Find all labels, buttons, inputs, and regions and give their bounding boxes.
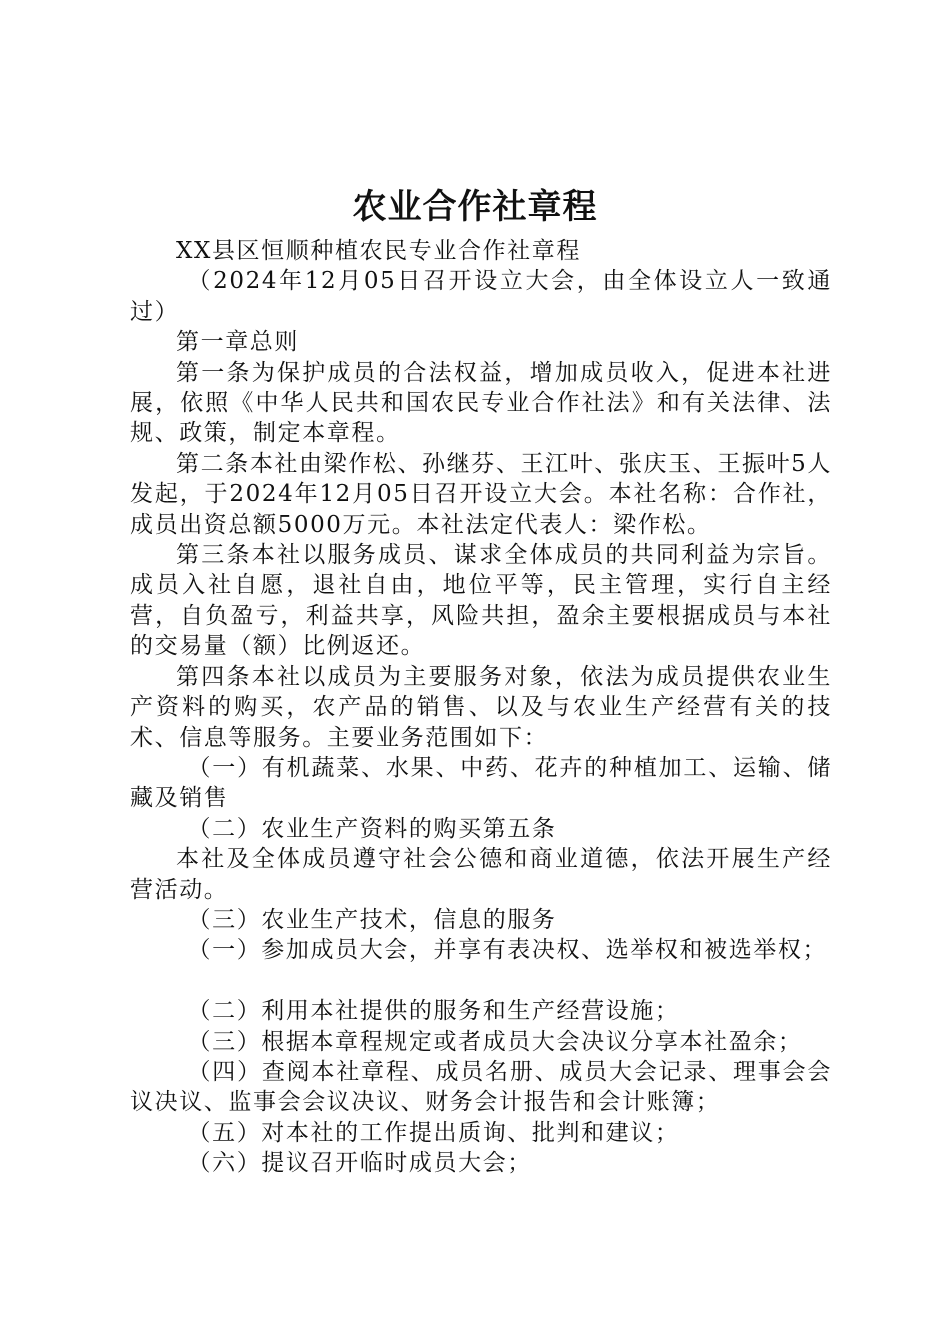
member-right-4: （四）查阅本社章程、成员名册、成员大会记录、理事会会议决议、监事会会议决议、财务会计报告和会计账簿； <box>130 1058 832 1116</box>
article-5-text: 本社及全体成员遵守社会公德和商业道德，依法开展生产经营活动。 <box>130 846 832 903</box>
member-right-1: （一）参加成员大会，并享有表决权、选举权和被选举权； <box>187 937 828 964</box>
member-right-3: （三）根据本章程规定或者成员大会决议分享本社盈余； <box>187 1028 803 1055</box>
article-2: 第二条本社由梁作松、孙继芬、王江叶、张庆玉、王振叶5人发起，于2024年12月05日召开设立大会。本社名称：合作社，成员出资总额5000万元。本社法定代表人：梁作松。 <box>130 450 832 538</box>
article-4: 第四条本社以成员为主要服务对象，依法为成员提供农业生产资料的购买，农产品的销售、以及与农业生产经营有关的技术、信息等服务。主要业务范围如下： <box>130 663 832 751</box>
business-scope-item-3: （三）农业生产技术，信息的服务 <box>187 906 557 933</box>
business-scope-item-2: （二）农业生产资料的购买第五条 <box>187 815 557 842</box>
document-title: 农业合作社章程 <box>352 187 598 227</box>
member-right-6: （六）提议召开临时成员大会； <box>187 1150 532 1177</box>
chapter-heading: 第一章总则 <box>176 329 299 356</box>
article-1: 第一条为保护成员的合法权益，增加成员收入，促进本社进展，依照《中华人民共和国农民专业合作社法》和有关法律、法规、政策，制定本章程。 <box>130 359 832 447</box>
adoption-note: （2024年12月05日召开设立大会，由全体设立人一致通过） <box>130 268 832 325</box>
article-3: 第三条本社以服务成员、谋求全体成员的共同利益为宗旨。成员入社自愿，退社自由，地位平等，民主管理，实行自主经营，自负盈亏，利益共享，风险共担，盈余主要根据成员与本社的交易量（额）比例返还。 <box>130 542 832 660</box>
member-right-2: （二）利用本社提供的服务和生产经营设施； <box>187 998 680 1025</box>
document-body <box>130 236 832 1179</box>
member-right-5: （五）对本社的工作提出质询、批判和建议； <box>187 1119 680 1146</box>
charter-name: XX县区恒顺种植农民专业合作社章程 <box>176 238 581 264</box>
business-scope-item-1: （一）有机蔬菜、水果、中药、花卉的种植加工、运输、储藏及销售 <box>130 754 832 812</box>
